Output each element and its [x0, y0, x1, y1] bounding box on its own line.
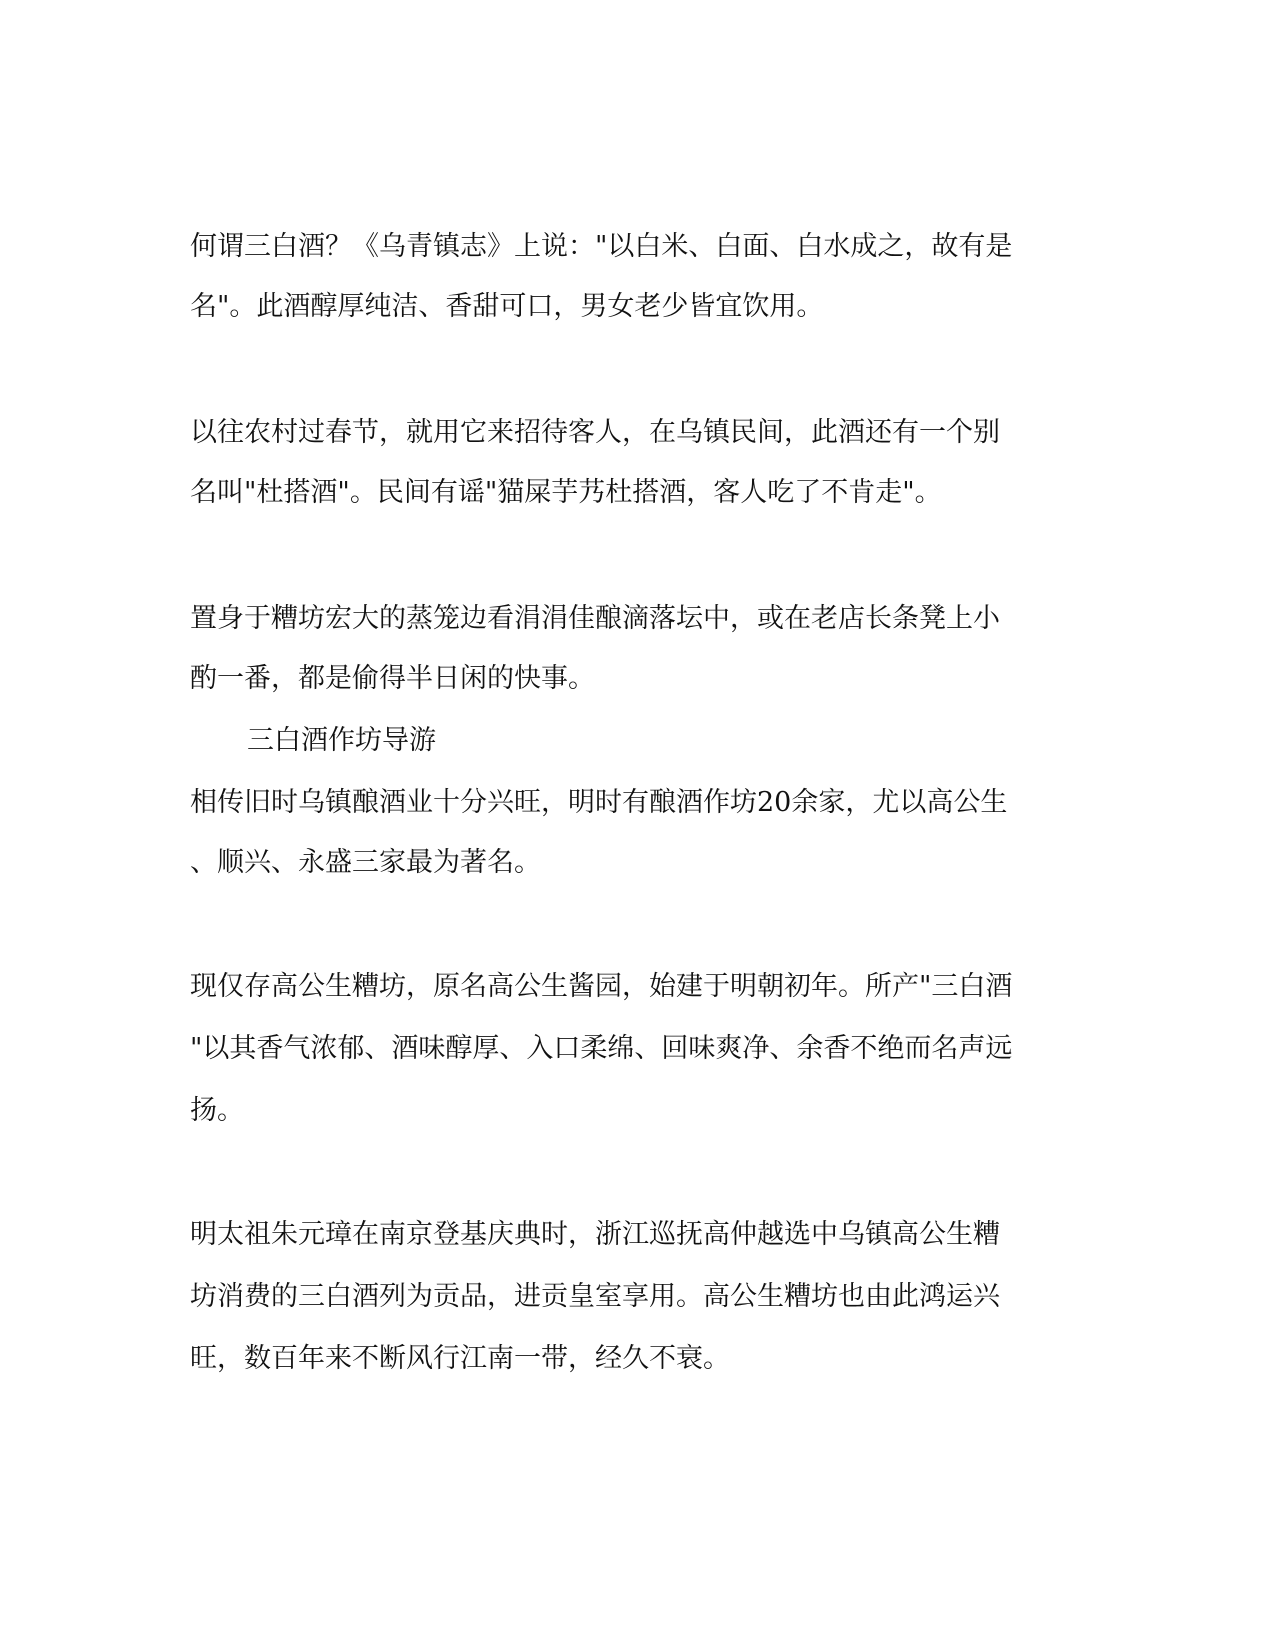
paragraph-1-line-1: 何谓三白酒？《乌青镇志》上说："以白米、白面、白水成之，故有是	[190, 231, 1013, 262]
section-heading: 三白酒作坊导游	[247, 725, 436, 756]
paragraph-1-line-2: 名"。此酒醇厚纯洁、香甜可口，男女老少皆宜饮用。	[190, 291, 824, 322]
paragraph-5-line-2: "以其香气浓郁、酒味醇厚、入口柔绵、回味爽净、余香不绝而名声远	[190, 1033, 1013, 1064]
paragraph-4-line-2: 、顺兴、永盛三家最为著名。	[190, 847, 541, 878]
paragraph-2-line-2: 名叫"杜搭酒"。民间有谣"猫屎芋艿杜搭酒，客人吃了不肯走"。	[190, 477, 942, 508]
paragraph-4-line-1: 相传旧时乌镇酿酒业十分兴旺，明时有酿酒作坊20余家，尤以高公生	[190, 787, 1008, 818]
paragraph-5-line-3: 扬。	[190, 1095, 244, 1126]
paragraph-2-line-1: 以往农村过春节，就用它来招待客人，在乌镇民间，此酒还有一个别	[190, 417, 1000, 448]
paragraph-3-line-2: 酌一番，都是偷得半日闲的快事。	[190, 663, 595, 694]
paragraph-5-line-1: 现仅存高公生糟坊，原名高公生酱园，始建于明朝初年。所产"三白酒	[190, 971, 1013, 1002]
paragraph-3-line-1: 置身于糟坊宏大的蒸笼边看涓涓佳酿滴落坛中，或在老店长条凳上小	[190, 603, 1000, 634]
paragraph-6-line-2: 坊消费的三白酒列为贡品，进贡皇室享用。高公生糟坊也由此鸿运兴	[190, 1281, 1000, 1312]
paragraph-6-line-3: 旺，数百年来不断风行江南一带，经久不衰。	[190, 1343, 730, 1374]
paragraph-6-line-1: 明太祖朱元璋在南京登基庆典时，浙江巡抚高仲越选中乌镇高公生糟	[190, 1219, 1000, 1250]
